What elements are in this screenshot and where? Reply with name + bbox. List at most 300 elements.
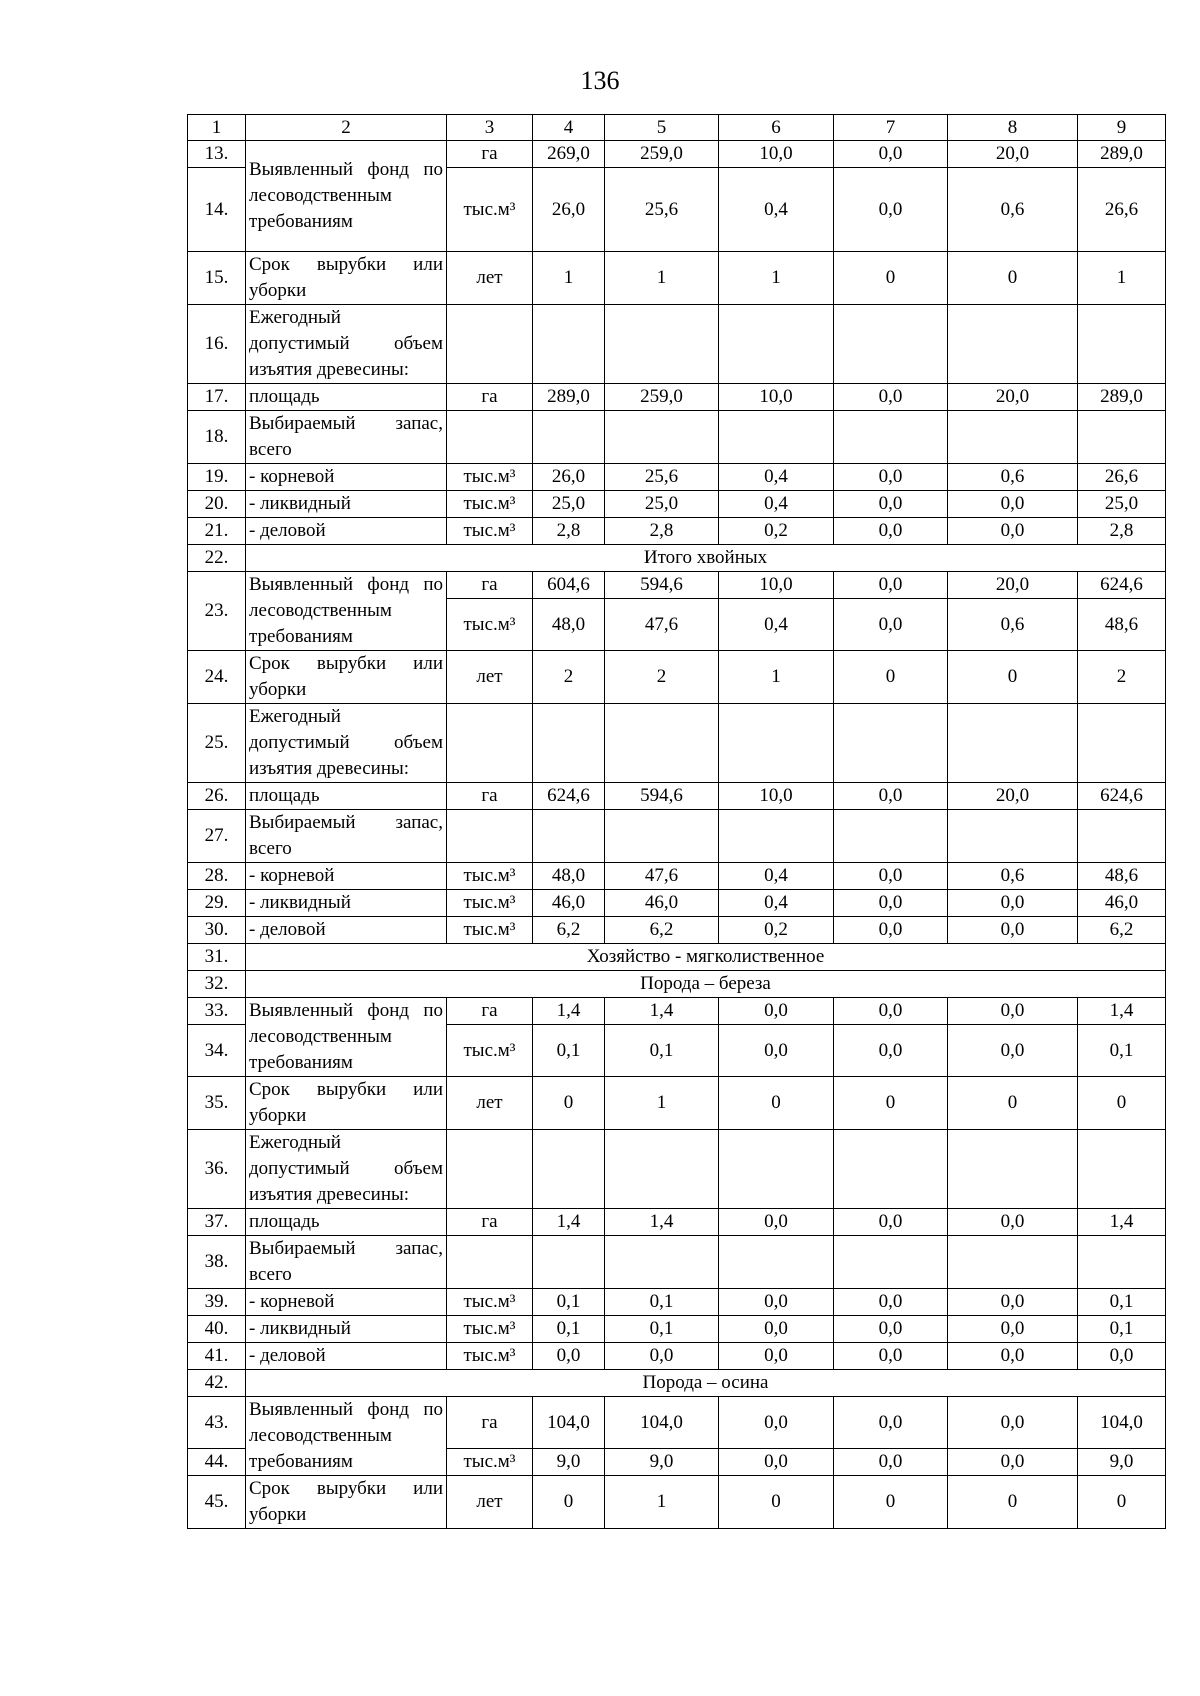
value-cell: 0,0 bbox=[719, 1343, 834, 1370]
row-number: 16. bbox=[188, 305, 246, 384]
row-label: - деловой bbox=[246, 1343, 447, 1370]
row-number: 40. bbox=[188, 1316, 246, 1343]
value-cell: 1 bbox=[605, 1077, 719, 1130]
value-cell: 0,0 bbox=[834, 572, 948, 599]
empty-cell bbox=[605, 810, 719, 863]
value-cell: 26,6 bbox=[1078, 168, 1166, 252]
value-cell: 1,4 bbox=[533, 998, 605, 1025]
row-number: 29. bbox=[188, 890, 246, 917]
row-number: 31. bbox=[188, 944, 246, 971]
section-title: Итого хвойных bbox=[246, 545, 1166, 572]
value-cell: 25,6 bbox=[605, 464, 719, 491]
value-cell: 594,6 bbox=[605, 783, 719, 810]
row-label: - корневой bbox=[246, 464, 447, 491]
value-cell: 9,0 bbox=[1078, 1449, 1166, 1476]
value-cell: 2 bbox=[1078, 651, 1166, 704]
unit-cell: га bbox=[447, 783, 533, 810]
value-cell: 0,0 bbox=[834, 1025, 948, 1077]
empty-cell bbox=[533, 1236, 605, 1289]
unit-cell: га bbox=[447, 1209, 533, 1236]
empty-cell bbox=[533, 1130, 605, 1209]
value-cell: 1,4 bbox=[533, 1209, 605, 1236]
value-cell: 0,4 bbox=[719, 491, 834, 518]
row-label: - ликвидный bbox=[246, 491, 447, 518]
row-number: 32. bbox=[188, 971, 246, 998]
value-cell: 0,2 bbox=[719, 917, 834, 944]
empty-cell bbox=[533, 305, 605, 384]
value-cell: 0,6 bbox=[948, 863, 1078, 890]
value-cell: 0,0 bbox=[719, 998, 834, 1025]
value-cell: 0,0 bbox=[948, 917, 1078, 944]
unit-cell: лет bbox=[447, 651, 533, 704]
value-cell: 289,0 bbox=[1078, 384, 1166, 411]
value-cell: 0,0 bbox=[605, 1343, 719, 1370]
value-cell: 0,0 bbox=[834, 599, 948, 651]
unit-cell: тыс.м³ bbox=[447, 917, 533, 944]
empty-cell bbox=[605, 1236, 719, 1289]
value-cell: 25,6 bbox=[605, 168, 719, 252]
value-cell: 0 bbox=[1078, 1077, 1166, 1130]
empty-cell bbox=[1078, 704, 1166, 783]
unit-cell: га bbox=[447, 141, 533, 168]
row-number: 14. bbox=[188, 168, 246, 252]
empty-cell bbox=[834, 1236, 948, 1289]
value-cell: 47,6 bbox=[605, 863, 719, 890]
value-cell: 104,0 bbox=[1078, 1397, 1166, 1449]
empty-cell bbox=[719, 305, 834, 384]
row-number: 36. bbox=[188, 1130, 246, 1209]
unit-cell: тыс.м³ bbox=[447, 168, 533, 252]
row-number: 25. bbox=[188, 704, 246, 783]
row-label: Выявленный фонд по лесоводственным требованиям bbox=[246, 998, 447, 1077]
row-label: Выявленный фонд по лесоводственным требованиям bbox=[246, 572, 447, 651]
empty-cell bbox=[948, 1236, 1078, 1289]
row-number: 39. bbox=[188, 1289, 246, 1316]
value-cell: 1 bbox=[719, 252, 834, 305]
section-title: Порода – береза bbox=[246, 971, 1166, 998]
row-label: Выявленный фонд по лесоводственным требованиям bbox=[246, 1397, 447, 1476]
table-row bbox=[188, 518, 1166, 545]
header-cell: 5 bbox=[605, 115, 719, 141]
unit-cell: лет bbox=[447, 252, 533, 305]
value-cell: 10,0 bbox=[719, 572, 834, 599]
value-cell: 0,0 bbox=[948, 1449, 1078, 1476]
value-cell: 25,0 bbox=[605, 491, 719, 518]
row-number: 41. bbox=[188, 1343, 246, 1370]
row-label: - деловой bbox=[246, 518, 447, 545]
unit-cell: тыс.м³ bbox=[447, 863, 533, 890]
row-number: 37. bbox=[188, 1209, 246, 1236]
value-cell: 0,0 bbox=[948, 1289, 1078, 1316]
table-row bbox=[188, 464, 1166, 491]
row-number: 13. bbox=[188, 141, 246, 168]
row-label: - деловой bbox=[246, 917, 447, 944]
unit-cell: тыс.м³ bbox=[447, 1025, 533, 1077]
row-number: 15. bbox=[188, 252, 246, 305]
value-cell: 604,6 bbox=[533, 572, 605, 599]
value-cell: 0,0 bbox=[719, 1449, 834, 1476]
value-cell: 2,8 bbox=[605, 518, 719, 545]
value-cell: 0,0 bbox=[948, 998, 1078, 1025]
value-cell: 25,0 bbox=[533, 491, 605, 518]
value-cell: 0,1 bbox=[605, 1025, 719, 1077]
empty-cell bbox=[1078, 1130, 1166, 1209]
value-cell: 1 bbox=[605, 1476, 719, 1529]
table-row bbox=[188, 1476, 1166, 1529]
value-cell: 0,0 bbox=[834, 141, 948, 168]
section-row bbox=[188, 971, 1166, 998]
value-cell: 624,6 bbox=[1078, 783, 1166, 810]
value-cell: 2,8 bbox=[1078, 518, 1166, 545]
value-cell: 6,2 bbox=[605, 917, 719, 944]
value-cell: 0,0 bbox=[834, 168, 948, 252]
header-row bbox=[188, 115, 1166, 141]
row-number: 22. bbox=[188, 545, 246, 572]
value-cell: 0,0 bbox=[834, 1449, 948, 1476]
value-cell: 48,6 bbox=[1078, 863, 1166, 890]
value-cell: 26,0 bbox=[533, 464, 605, 491]
value-cell: 20,0 bbox=[948, 384, 1078, 411]
row-number: 26. bbox=[188, 783, 246, 810]
unit-cell: га bbox=[447, 1397, 533, 1449]
value-cell: 269,0 bbox=[533, 141, 605, 168]
value-cell: 0 bbox=[948, 1077, 1078, 1130]
empty-cell bbox=[834, 810, 948, 863]
table-row bbox=[188, 998, 1166, 1025]
row-label: Срок вырубки или уборки bbox=[246, 1077, 447, 1130]
unit-cell: га bbox=[447, 572, 533, 599]
row-label: Срок вырубки или уборки bbox=[246, 1476, 447, 1529]
value-cell: 0,0 bbox=[1078, 1343, 1166, 1370]
table-row bbox=[188, 783, 1166, 810]
table-row bbox=[188, 491, 1166, 518]
row-number: 18. bbox=[188, 411, 246, 464]
row-number: 21. bbox=[188, 518, 246, 545]
value-cell: 0,6 bbox=[948, 599, 1078, 651]
value-cell: 10,0 bbox=[719, 783, 834, 810]
value-cell: 0,0 bbox=[834, 464, 948, 491]
empty-cell bbox=[1078, 1236, 1166, 1289]
row-label: Срок вырубки или уборки bbox=[246, 252, 447, 305]
empty-cell bbox=[533, 411, 605, 464]
value-cell: 0 bbox=[1078, 1476, 1166, 1529]
value-cell: 9,0 bbox=[533, 1449, 605, 1476]
value-cell: 47,6 bbox=[605, 599, 719, 651]
row-number: 38. bbox=[188, 1236, 246, 1289]
value-cell: 46,0 bbox=[533, 890, 605, 917]
forest-fund-table bbox=[187, 114, 1166, 1529]
value-cell: 0,1 bbox=[1078, 1025, 1166, 1077]
value-cell: 20,0 bbox=[948, 572, 1078, 599]
table-row bbox=[188, 1236, 1166, 1289]
value-cell: 0,1 bbox=[533, 1289, 605, 1316]
header-cell: 8 bbox=[948, 115, 1078, 141]
value-cell: 0,4 bbox=[719, 599, 834, 651]
value-cell: 0 bbox=[834, 651, 948, 704]
section-row bbox=[188, 944, 1166, 971]
table-row bbox=[188, 1397, 1166, 1449]
row-label: Ежегодный допустимый объем изъятия древесины: bbox=[246, 704, 447, 783]
row-label: Выбираемый запас, всего bbox=[246, 810, 447, 863]
table-row bbox=[188, 141, 1166, 168]
row-label: - ликвидный bbox=[246, 1316, 447, 1343]
value-cell: 0,0 bbox=[834, 518, 948, 545]
value-cell: 0 bbox=[533, 1476, 605, 1529]
table-row bbox=[188, 890, 1166, 917]
table-row bbox=[188, 917, 1166, 944]
value-cell: 46,0 bbox=[1078, 890, 1166, 917]
table-row bbox=[188, 810, 1166, 863]
row-number: 42. bbox=[188, 1370, 246, 1397]
value-cell: 48,0 bbox=[533, 599, 605, 651]
empty-cell bbox=[1078, 305, 1166, 384]
value-cell: 289,0 bbox=[1078, 141, 1166, 168]
value-cell: 0,1 bbox=[1078, 1316, 1166, 1343]
value-cell: 1,4 bbox=[605, 1209, 719, 1236]
row-number: 34. bbox=[188, 1025, 246, 1077]
row-number: 17. bbox=[188, 384, 246, 411]
empty-cell bbox=[447, 305, 533, 384]
value-cell: 0,0 bbox=[834, 384, 948, 411]
empty-cell bbox=[948, 1130, 1078, 1209]
empty-cell bbox=[605, 1130, 719, 1209]
value-cell: 0 bbox=[533, 1077, 605, 1130]
unit-cell: тыс.м³ bbox=[447, 491, 533, 518]
value-cell: 104,0 bbox=[533, 1397, 605, 1449]
empty-cell bbox=[605, 704, 719, 783]
value-cell: 0,0 bbox=[948, 518, 1078, 545]
table-row bbox=[188, 384, 1166, 411]
header-cell: 3 bbox=[447, 115, 533, 141]
section-title: Хозяйство - мягколиственное bbox=[246, 944, 1166, 971]
unit-cell: тыс.м³ bbox=[447, 599, 533, 651]
value-cell: 2 bbox=[533, 651, 605, 704]
empty-cell bbox=[719, 411, 834, 464]
row-label: Выявленный фонд по лесоводственным требованиям bbox=[246, 141, 447, 252]
value-cell: 0 bbox=[834, 252, 948, 305]
row-label: Выбираемый запас, всего bbox=[246, 1236, 447, 1289]
table-row bbox=[188, 1209, 1166, 1236]
empty-cell bbox=[834, 1130, 948, 1209]
empty-cell bbox=[834, 305, 948, 384]
value-cell: 0,0 bbox=[834, 783, 948, 810]
row-number: 27. bbox=[188, 810, 246, 863]
value-cell: 0,2 bbox=[719, 518, 834, 545]
table-row bbox=[188, 572, 1166, 599]
row-number: 28. bbox=[188, 863, 246, 890]
empty-cell bbox=[1078, 810, 1166, 863]
value-cell: 20,0 bbox=[948, 783, 1078, 810]
value-cell: 594,6 bbox=[605, 572, 719, 599]
section-row bbox=[188, 1370, 1166, 1397]
value-cell: 0,1 bbox=[533, 1025, 605, 1077]
row-label: Ежегодный допустимый объем изъятия древесины: bbox=[246, 305, 447, 384]
row-label: Выбираемый запас, всего bbox=[246, 411, 447, 464]
table-row bbox=[188, 1343, 1166, 1370]
value-cell: 1 bbox=[605, 252, 719, 305]
table-row bbox=[188, 863, 1166, 890]
unit-cell: тыс.м³ bbox=[447, 1343, 533, 1370]
value-cell: 0 bbox=[719, 1077, 834, 1130]
value-cell: 0 bbox=[948, 252, 1078, 305]
value-cell: 48,6 bbox=[1078, 599, 1166, 651]
value-cell: 1 bbox=[533, 252, 605, 305]
value-cell: 0,0 bbox=[948, 1343, 1078, 1370]
table-row bbox=[188, 651, 1166, 704]
value-cell: 0,0 bbox=[834, 1397, 948, 1449]
value-cell: 0,4 bbox=[719, 464, 834, 491]
value-cell: 0,0 bbox=[834, 1343, 948, 1370]
empty-cell bbox=[447, 704, 533, 783]
unit-cell: тыс.м³ bbox=[447, 1449, 533, 1476]
empty-cell bbox=[948, 810, 1078, 863]
value-cell: 259,0 bbox=[605, 384, 719, 411]
value-cell: 0,0 bbox=[948, 1316, 1078, 1343]
value-cell: 0,0 bbox=[719, 1289, 834, 1316]
row-label: Срок вырубки или уборки bbox=[246, 651, 447, 704]
value-cell: 48,0 bbox=[533, 863, 605, 890]
value-cell: 0,0 bbox=[834, 1289, 948, 1316]
header-cell: 9 bbox=[1078, 115, 1166, 141]
value-cell: 0,0 bbox=[834, 1209, 948, 1236]
row-label: площадь bbox=[246, 1209, 447, 1236]
row-number: 19. bbox=[188, 464, 246, 491]
value-cell: 0,0 bbox=[834, 491, 948, 518]
unit-cell: га bbox=[447, 998, 533, 1025]
value-cell: 0 bbox=[834, 1077, 948, 1130]
empty-cell bbox=[719, 810, 834, 863]
value-cell: 259,0 bbox=[605, 141, 719, 168]
value-cell: 1,4 bbox=[1078, 1209, 1166, 1236]
row-number: 35. bbox=[188, 1077, 246, 1130]
value-cell: 0 bbox=[948, 651, 1078, 704]
value-cell: 0,1 bbox=[1078, 1289, 1166, 1316]
unit-cell: тыс.м³ bbox=[447, 890, 533, 917]
empty-cell bbox=[948, 704, 1078, 783]
row-label: - корневой bbox=[246, 1289, 447, 1316]
value-cell: 2 bbox=[605, 651, 719, 704]
empty-cell bbox=[719, 1130, 834, 1209]
empty-cell bbox=[533, 810, 605, 863]
value-cell: 26,0 bbox=[533, 168, 605, 252]
value-cell: 0,0 bbox=[948, 491, 1078, 518]
unit-cell: тыс.м³ bbox=[447, 1316, 533, 1343]
unit-cell: тыс.м³ bbox=[447, 1289, 533, 1316]
row-label: Ежегодный допустимый объем изъятия древесины: bbox=[246, 1130, 447, 1209]
empty-cell bbox=[719, 704, 834, 783]
empty-cell bbox=[447, 1130, 533, 1209]
header-cell: 2 bbox=[246, 115, 447, 141]
value-cell: 0,0 bbox=[719, 1209, 834, 1236]
value-cell: 26,6 bbox=[1078, 464, 1166, 491]
table-row bbox=[188, 252, 1166, 305]
header-cell: 4 bbox=[533, 115, 605, 141]
empty-cell bbox=[1078, 411, 1166, 464]
value-cell: 0,0 bbox=[533, 1343, 605, 1370]
value-cell: 0,0 bbox=[948, 1209, 1078, 1236]
unit-cell: тыс.м³ bbox=[447, 464, 533, 491]
value-cell: 624,6 bbox=[1078, 572, 1166, 599]
value-cell: 0,0 bbox=[719, 1397, 834, 1449]
row-label: площадь bbox=[246, 783, 447, 810]
value-cell: 1,4 bbox=[605, 998, 719, 1025]
header-cell: 1 bbox=[188, 115, 246, 141]
value-cell: 0,0 bbox=[834, 863, 948, 890]
unit-cell: га bbox=[447, 384, 533, 411]
empty-cell bbox=[605, 305, 719, 384]
header-cell: 6 bbox=[719, 115, 834, 141]
value-cell: 0,0 bbox=[719, 1316, 834, 1343]
value-cell: 10,0 bbox=[719, 141, 834, 168]
row-label: - ликвидный bbox=[246, 890, 447, 917]
value-cell: 0,0 bbox=[834, 998, 948, 1025]
row-label: площадь bbox=[246, 384, 447, 411]
row-number: 24. bbox=[188, 651, 246, 704]
table-row bbox=[188, 305, 1166, 384]
value-cell: 0,6 bbox=[948, 168, 1078, 252]
empty-cell bbox=[948, 411, 1078, 464]
value-cell: 0,0 bbox=[948, 1025, 1078, 1077]
row-number: 33. bbox=[188, 998, 246, 1025]
value-cell: 9,0 bbox=[605, 1449, 719, 1476]
header-cell: 7 bbox=[834, 115, 948, 141]
value-cell: 0,1 bbox=[533, 1316, 605, 1343]
value-cell: 1 bbox=[1078, 252, 1166, 305]
table-row bbox=[188, 411, 1166, 464]
table-row bbox=[188, 704, 1166, 783]
value-cell: 6,2 bbox=[1078, 917, 1166, 944]
value-cell: 0,0 bbox=[834, 917, 948, 944]
value-cell: 0,1 bbox=[605, 1289, 719, 1316]
value-cell: 0,4 bbox=[719, 890, 834, 917]
empty-cell bbox=[948, 305, 1078, 384]
value-cell: 624,6 bbox=[533, 783, 605, 810]
table-row bbox=[188, 1077, 1166, 1130]
row-number: 30. bbox=[188, 917, 246, 944]
value-cell: 10,0 bbox=[719, 384, 834, 411]
row-number: 23. bbox=[188, 572, 246, 651]
value-cell: 0 bbox=[834, 1476, 948, 1529]
value-cell: 0,4 bbox=[719, 863, 834, 890]
value-cell: 104,0 bbox=[605, 1397, 719, 1449]
value-cell: 20,0 bbox=[948, 141, 1078, 168]
row-number: 45. bbox=[188, 1476, 246, 1529]
table-row bbox=[188, 1316, 1166, 1343]
page-number: 136 bbox=[580, 66, 620, 95]
empty-cell bbox=[834, 411, 948, 464]
value-cell: 0,0 bbox=[719, 1025, 834, 1077]
row-number: 44. bbox=[188, 1449, 246, 1476]
value-cell: 0,6 bbox=[948, 464, 1078, 491]
value-cell: 0,0 bbox=[834, 1316, 948, 1343]
row-label: - корневой bbox=[246, 863, 447, 890]
section-title: Порода – осина bbox=[246, 1370, 1166, 1397]
empty-cell bbox=[447, 1236, 533, 1289]
value-cell: 1,4 bbox=[1078, 998, 1166, 1025]
value-cell: 0,0 bbox=[948, 890, 1078, 917]
value-cell: 0,4 bbox=[719, 168, 834, 252]
value-cell: 0,0 bbox=[834, 890, 948, 917]
empty-cell bbox=[447, 810, 533, 863]
value-cell: 0,1 bbox=[605, 1316, 719, 1343]
row-number: 20. bbox=[188, 491, 246, 518]
value-cell: 25,0 bbox=[1078, 491, 1166, 518]
value-cell: 0 bbox=[719, 1476, 834, 1529]
empty-cell bbox=[719, 1236, 834, 1289]
table-row bbox=[188, 1130, 1166, 1209]
unit-cell: тыс.м³ bbox=[447, 518, 533, 545]
empty-cell bbox=[447, 411, 533, 464]
